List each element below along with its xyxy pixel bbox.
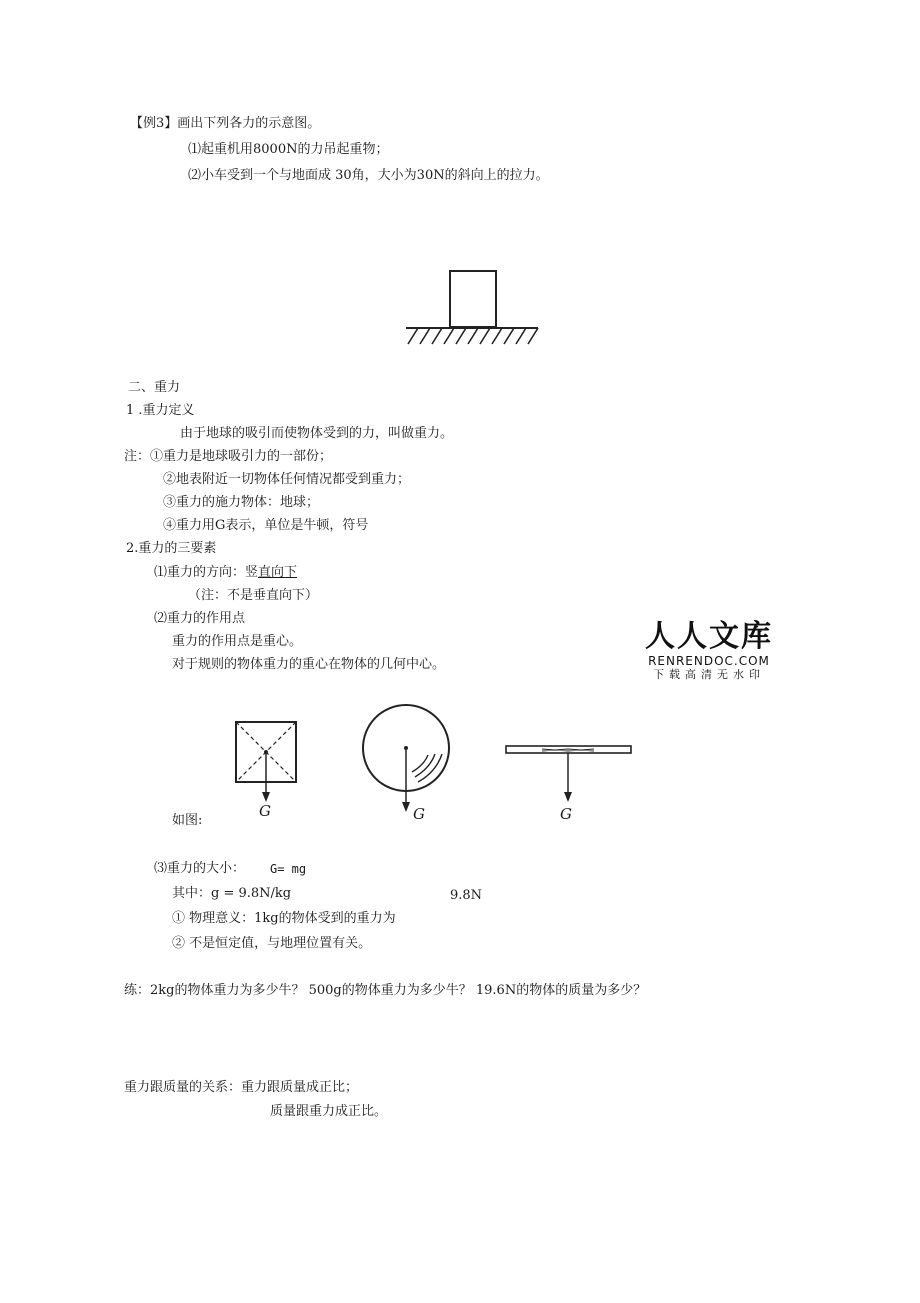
- direction-underlined: 直向下: [258, 565, 298, 580]
- block: [450, 271, 496, 327]
- meaning-2: ② 不是恒定值，与地理位置有关。: [172, 936, 372, 951]
- direction-prefix: ⑴重力的方向：竖: [154, 565, 259, 580]
- example-item-1: ⑴起重机用8000N的力吊起重物；: [188, 142, 389, 157]
- point-text-1: 重力的作用点是重心。: [172, 634, 303, 649]
- three-elements-heading: 2.重力的三要素: [126, 541, 217, 556]
- note-2: ②地表附近一切物体任何情况都受到重力；: [163, 472, 411, 487]
- watermark-logo: [644, 620, 774, 682]
- note-3: ③重力的施力物体：地球；: [163, 495, 320, 510]
- figure-label: 如图:: [172, 813, 203, 828]
- example-item-2: ⑵小车受到一个与地面成 30角，大小为30N的斜向上的拉力。: [188, 168, 549, 183]
- point-text-2: 对于规则的物体重力的重心在物体的几何中心。: [172, 657, 446, 672]
- direction-line: [154, 565, 297, 581]
- meaning-1: ① 物理意义：1kg的物体受到的重力为: [172, 911, 396, 926]
- watermark-caption: 下载高清无水印: [653, 668, 765, 681]
- g-value-right: 9.8N: [450, 888, 483, 903]
- definition-heading: 1 .重力定义: [126, 403, 195, 418]
- square-center-of-gravity-figure: [230, 716, 305, 806]
- circle-center-of-gravity-figure: [358, 702, 458, 814]
- watermark-title: 人人文库: [645, 619, 773, 654]
- direction-note: （注：不是垂直向下）: [188, 588, 319, 603]
- watermark-site: RENRENDOC.COM: [648, 654, 770, 668]
- g-label-square: G: [259, 802, 271, 820]
- example-heading: 【例3】画出下列各力的示意图。: [130, 116, 321, 131]
- magnitude-label: ⑶重力的大小：: [154, 861, 246, 876]
- g-label-plate: G: [560, 805, 572, 823]
- g-value: 其中：g = 9.8N/kg: [172, 886, 292, 901]
- block-on-ground-figure: [400, 265, 550, 350]
- plate-center-of-gravity-figure: [502, 740, 637, 806]
- relation-line-2: 质量跟重力成正比。: [270, 1104, 388, 1119]
- relation-line-1: 重力跟质量的关系：重力跟质量成正比；: [124, 1080, 359, 1095]
- note-1: 注：①重力是地球吸引力的一部份；: [124, 449, 333, 464]
- formula: G= mg: [270, 862, 307, 876]
- ground-hatching: [408, 328, 538, 344]
- note-4: ④重力用G表示，单位是牛顿，符号: [163, 518, 369, 533]
- practice-question: 练：2kg的物体重力为多少牛？ 500g的物体重力为多少牛？ 19.6N的物体的质量为多少？: [124, 983, 647, 998]
- definition-text: 由于地球的吸引而使物体受到的力，叫做重力。: [180, 426, 454, 441]
- section-title: 二、重力: [128, 380, 181, 395]
- point-heading: ⑵重力的作用点: [154, 611, 246, 626]
- g-label-circle: G: [413, 805, 425, 823]
